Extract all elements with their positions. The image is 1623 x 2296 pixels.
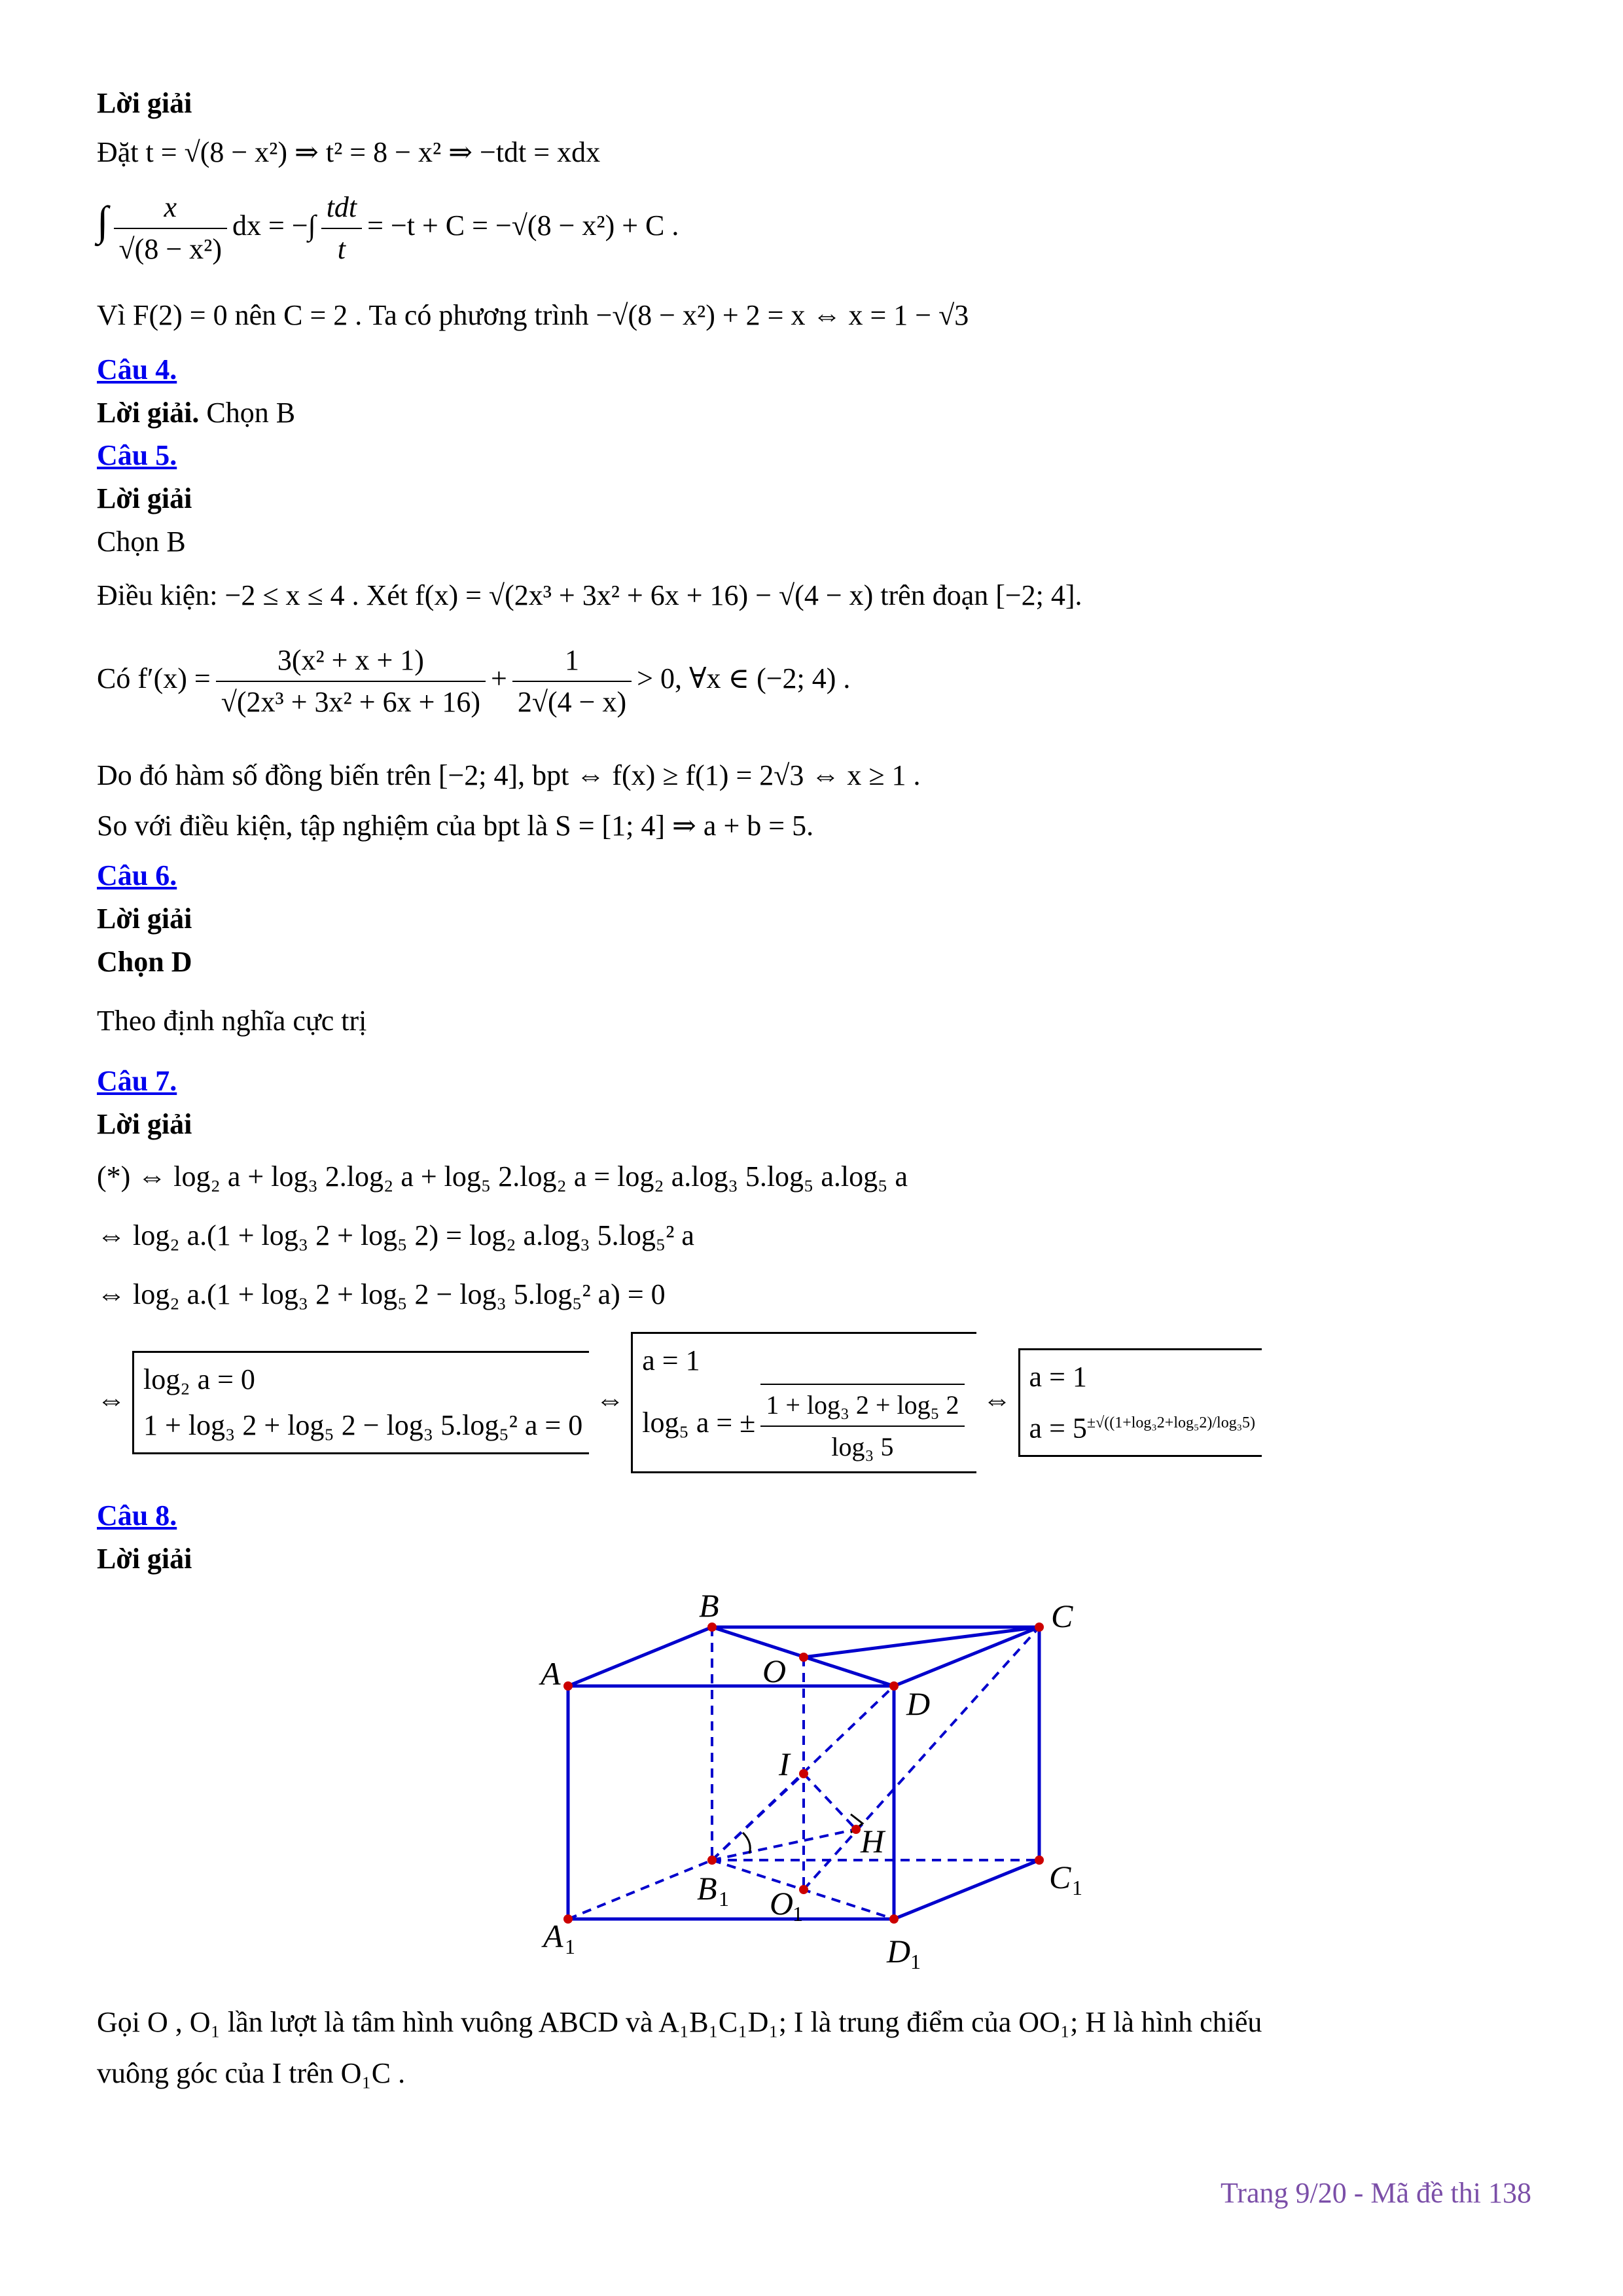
case-2a: a = 1 [642, 1344, 700, 1376]
case-1a: log₂ a = 0 [143, 1363, 255, 1395]
label-H: H [861, 1823, 885, 1859]
segment-O1C [804, 1627, 1039, 1890]
answer-4-choice: Chọn B [199, 397, 296, 429]
label-A1: A [543, 1918, 563, 1954]
case-1b: 1 + log₃ 2 + log₅ 2 − log₃ 5.log₅² a = 0 [143, 1409, 583, 1441]
label-A1-sub: 1 [565, 1935, 575, 1958]
case-3a: a = 1 [1029, 1360, 1087, 1393]
integral-result: = −t + C = −√(8 − x²) + C . [367, 209, 679, 242]
edge-AB [568, 1627, 712, 1686]
case-2b: log₅ a = ± $\frac{\text{1 + log₃ 2 + log₅ 2}}{\text{log₃ 5}}$ [642, 1384, 969, 1467]
label-D1: D [887, 1933, 911, 1969]
label-B: B [699, 1587, 719, 1624]
edge-A1B1-hidden [568, 1860, 712, 1919]
page-footer: Trang 9/20 - Mã đề thi 138 [1220, 2177, 1531, 2209]
derivative-end: > 0, ∀x ∈ (−2; 4) . [637, 662, 851, 695]
equiv-2: ⇔ [596, 1384, 625, 1416]
point-O [799, 1653, 808, 1662]
fraction-denominator: √(8 − x²) [118, 233, 222, 265]
derivative-prefix: Có f′(x) = [97, 662, 211, 695]
heading-loi-giai-7: Lời giải [97, 1108, 192, 1140]
log-eq-1: (*) ⇔ log₂ a + log₃ 2.log₂ a + log₅ 2.log₂ a = log₂ a.log₃ 5.log₅ a.log₅ a [97, 1160, 908, 1193]
segment-IH [804, 1774, 856, 1829]
domain-line: Điều kiện: −2 ≤ x ≤ 4 . Xét f(x) = √(2x³ + 3x² + 6x + 16) − √(4 − x) trên đoạn [−2; 4]. [97, 579, 1082, 611]
monotonic-line: Do đó hàm số đồng biến trên [−2; 4], bpt ⇔ f(x) ≥ f(1) = 2√3 ⇔ x ≥ 1 . [97, 759, 921, 791]
question-4-link[interactable]: Câu 4. [97, 353, 177, 386]
case-3b: $a = 5^{\pm√((1+log_32+log_52)/log_35)}$ [1029, 1412, 1256, 1444]
fraction-denominator: √(2x³ + 3x² + 6x + 16) [221, 686, 481, 718]
angle-mark [743, 1833, 750, 1854]
question-5-link[interactable]: Câu 5. [97, 439, 177, 471]
fraction-numerator: tdt [321, 187, 362, 229]
point-D [889, 1681, 899, 1691]
definition-line: Theo định nghĩa cực trị [97, 1005, 367, 1037]
point-A1 [563, 1914, 573, 1924]
label-B1-sub: 1 [719, 1887, 729, 1910]
segment-B1I [712, 1774, 804, 1860]
substitution-line: Đặt t = √(8 − x²) ⇒ t² = 8 − x² ⇒ −tdt = xdx [97, 136, 601, 168]
point-A [563, 1681, 573, 1691]
edge-D1C1 [894, 1860, 1039, 1919]
choice-5: Chọn B [97, 526, 186, 558]
point-C1 [1035, 1856, 1044, 1865]
question-6-link[interactable]: Câu 6. [97, 859, 177, 891]
point-B1 [707, 1856, 717, 1865]
heading-loi-giai-8: Lời giải [97, 1543, 192, 1575]
integral-mid: dx = −∫ [232, 209, 316, 242]
point-O1 [799, 1885, 808, 1894]
point-D1 [889, 1914, 899, 1924]
label-B1: B [697, 1870, 717, 1907]
label-O1-sub: 1 [793, 1902, 803, 1926]
label-D1-sub: 1 [910, 1950, 921, 1973]
log-eq-2: ⇔ log₂ a.(1 + log₃ 2 + log₅ 2) = log₂ a.log₃ 5.log₅² a [97, 1219, 694, 1251]
equiv-3: ⇔ [982, 1384, 1012, 1416]
point-H [851, 1825, 861, 1834]
label-O: O [762, 1653, 787, 1689]
fraction-numerator: 1 [512, 640, 632, 682]
integral-sign: ∫ [97, 198, 109, 245]
choice-6: Chọn D [97, 946, 192, 978]
heading-loi-giai-6: Lời giải [97, 903, 192, 935]
fraction-denominator: t [337, 233, 346, 265]
label-C1-sub: 1 [1072, 1876, 1082, 1899]
heading-loi-giai-5: Lời giải [97, 482, 192, 514]
equiv-1: ⇔ [97, 1384, 126, 1416]
question-8-link[interactable]: Câu 8. [97, 1499, 177, 1532]
segment-B1H [712, 1829, 856, 1860]
condition-line: Vì F(2) = 0 nên C = 2 . Ta có phương trình −√(8 − x²) + 2 = x ⇔ x = 1 − √3 [97, 299, 969, 331]
label-C: C [1051, 1598, 1073, 1634]
heading-loi-giai: Lời giải [97, 87, 192, 119]
conclusion-line-1: Gọi O , O₁ lần lượt là tâm hình vuông ABCD và A₁B₁C₁D₁; I là trung điểm của OO₁; H là hình chiếu [97, 2006, 1262, 2038]
fraction-numerator: x [114, 187, 227, 229]
question-7-link[interactable]: Câu 7. [97, 1065, 177, 1097]
label-C1: C [1049, 1859, 1071, 1895]
log-eq-3: ⇔ log₂ a.(1 + log₃ 2 + log₅ 2 − log₃ 5.log₅² a) = 0 [97, 1278, 666, 1310]
point-I [799, 1769, 808, 1778]
point-C [1035, 1623, 1044, 1632]
fraction-numerator: 3(x² + x + 1) [216, 640, 486, 682]
plus-sign: + [491, 662, 507, 695]
label-D: D [906, 1685, 931, 1722]
label-A: A [541, 1655, 561, 1692]
answer-4-label: Lời giải. [97, 397, 200, 429]
fraction-denominator: 2√(4 − x) [517, 686, 627, 718]
label-O1: O [770, 1885, 794, 1922]
solution-set-line: So với điều kiện, tập nghiệm của bpt là S = [1; 4] ⇒ a + b = 5. [97, 810, 814, 842]
point-B [707, 1623, 717, 1632]
label-I: I [779, 1746, 790, 1782]
conclusion-line-2: vuông góc của I trên O₁C . [97, 2057, 406, 2089]
